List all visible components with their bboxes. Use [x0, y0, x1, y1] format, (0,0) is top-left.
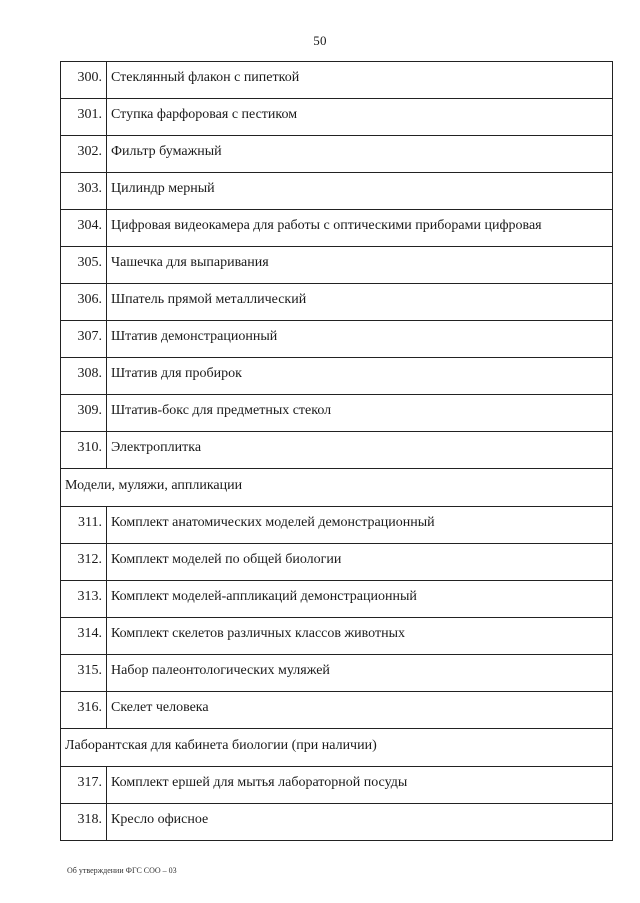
row-number: 309.: [61, 395, 107, 431]
row-number: 310.: [61, 432, 107, 468]
table-row: [61, 62, 612, 99]
table-row: [61, 99, 612, 136]
table-row: [61, 321, 612, 358]
row-item-name: Кресло офисное: [111, 812, 209, 827]
row-number: 301.: [61, 99, 107, 135]
equipment-table: [60, 61, 613, 841]
table-row: [61, 247, 612, 284]
table-row: [61, 173, 612, 210]
table-row: [61, 692, 612, 729]
section-title: Модели, муляжи, аппликации: [65, 478, 243, 493]
table-group-b: [61, 507, 612, 729]
row-item-name: Штатив демонстрационный: [111, 329, 278, 344]
table-row: [61, 136, 612, 173]
row-number: 313.: [61, 581, 107, 617]
row-number: 318.: [61, 804, 107, 840]
row-item-name: Цилиндр мерный: [111, 181, 215, 196]
row-number: 316.: [61, 692, 107, 728]
table-row: [61, 210, 612, 247]
section-title: Лаборантская для кабинета биологии (при наличии): [65, 738, 377, 753]
row-number: 303.: [61, 173, 107, 209]
table-row: [61, 581, 612, 618]
row-item-name: Комплект моделей-аппликаций демонстрационный: [111, 589, 417, 604]
row-item-name: Ступка фарфоровая с пестиком: [111, 107, 298, 122]
section-header-lab: [61, 729, 612, 767]
row-number: 308.: [61, 358, 107, 394]
table-row: [61, 767, 612, 804]
row-number: 312.: [61, 544, 107, 580]
row-item-name: Цифровая видеокамера для работы с оптическими приборами цифровая: [111, 218, 542, 233]
row-item-name: Комплект скелетов различных классов животных: [111, 626, 405, 641]
row-number: 307.: [61, 321, 107, 357]
section-header-models: [61, 469, 612, 507]
table-row: [61, 618, 612, 655]
row-number: 304.: [61, 210, 107, 246]
row-item-name: Чашечка для выпаривания: [111, 255, 269, 270]
row-item-name: Стеклянный флакон с пипеткой: [111, 70, 300, 85]
document-footer: Об утверждении ФГС СОО – 03: [67, 866, 177, 875]
row-item-name: Шпатель прямой металлический: [111, 292, 307, 307]
table-group-c: [61, 767, 612, 841]
row-number: 317.: [61, 767, 107, 803]
page-number: 50: [313, 33, 327, 48]
table-row: [61, 358, 612, 395]
row-item-name: Набор палеонтологических муляжей: [111, 663, 330, 678]
table-row: [61, 544, 612, 581]
table-row: [61, 395, 612, 432]
table-group-a: [61, 62, 612, 469]
row-number: 314.: [61, 618, 107, 654]
row-number: 300.: [61, 62, 107, 98]
row-item-name: Комплект ершей для мытья лабораторной посуды: [111, 775, 408, 790]
row-item-name: Скелет человека: [111, 700, 209, 715]
table-row: [61, 507, 612, 544]
row-number: 305.: [61, 247, 107, 283]
row-item-name: Электроплитка: [111, 440, 202, 455]
row-number: 315.: [61, 655, 107, 691]
row-item-name: Штатив-бокс для предметных стекол: [111, 403, 332, 418]
row-item-name: Фильтр бумажный: [111, 144, 222, 159]
row-item-name: Комплект моделей по общей биологии: [111, 552, 342, 567]
row-number: 306.: [61, 284, 107, 320]
row-item-name: Штатив для пробирок: [111, 366, 242, 381]
row-item-name: Комплект анатомических моделей демонстрационный: [111, 515, 435, 530]
row-number: 311.: [61, 507, 107, 543]
row-number: 302.: [61, 136, 107, 172]
table-row: [61, 804, 612, 841]
table-row: [61, 432, 612, 469]
table-row: [61, 284, 612, 321]
table-row: [61, 655, 612, 692]
